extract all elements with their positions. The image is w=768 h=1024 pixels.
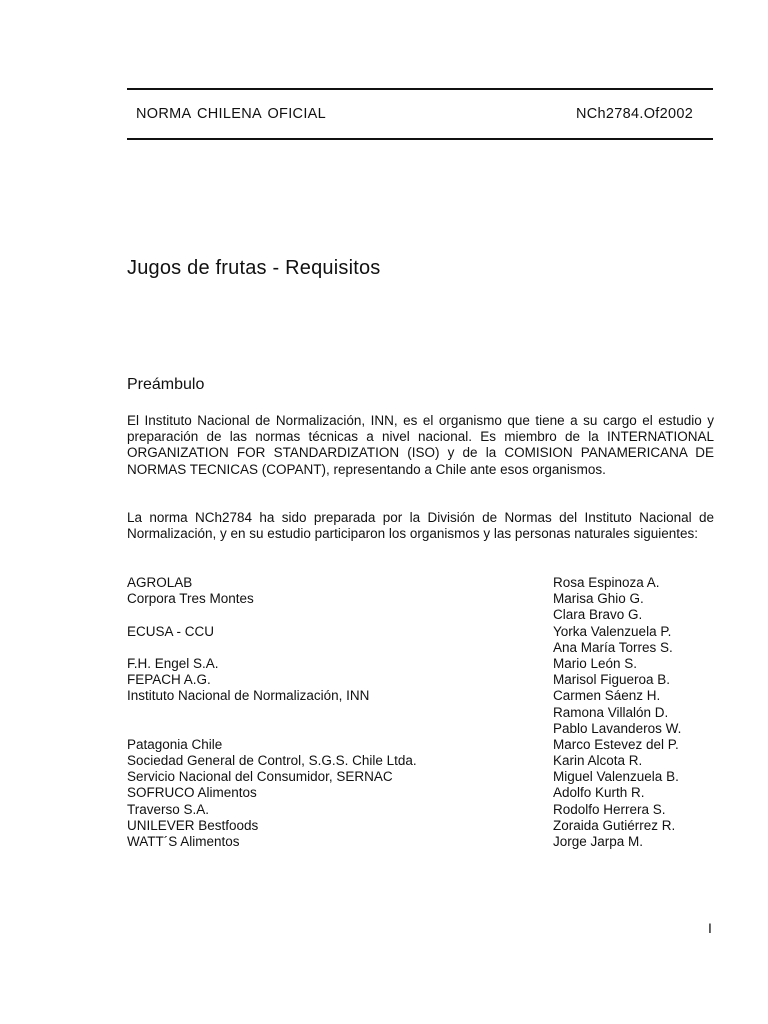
page-number: I bbox=[708, 920, 712, 936]
organization-item bbox=[127, 721, 417, 737]
people-list bbox=[553, 575, 681, 850]
person-item: Carmen Sáenz H. bbox=[553, 688, 661, 704]
header-bottom-rule bbox=[127, 138, 713, 140]
organization-item: UNILEVER Bestfoods bbox=[127, 817, 259, 833]
person-item: Yorka Valenzuela P. bbox=[553, 623, 672, 639]
organization-item: Servicio Nacional del Consumidor, SERNAC bbox=[127, 769, 393, 785]
organization-item bbox=[127, 640, 417, 656]
person-item: Marco Estevez del P. bbox=[553, 736, 679, 752]
person-item: Adolfo Kurth R. bbox=[553, 785, 645, 801]
organization-item: Sociedad General de Control, S.G.S. Chile Ltda. bbox=[127, 753, 417, 769]
header-top-rule bbox=[127, 88, 713, 90]
person-item: Ana María Torres S. bbox=[553, 639, 673, 655]
organization-item: Instituto Nacional de Normalización, INN bbox=[127, 688, 370, 704]
person-item: Mario León S. bbox=[553, 655, 638, 671]
section-heading-preambulo: Preámbulo bbox=[127, 376, 205, 393]
organization-item: Corpora Tres Montes bbox=[127, 591, 254, 607]
document-title: Jugos de frutas - Requisitos bbox=[127, 257, 381, 279]
header-norm-label: NORMA CHILENA OFICIAL bbox=[136, 106, 326, 122]
organization-item: F.H. Engel S.A. bbox=[127, 655, 219, 671]
person-item: Rodolfo Herrera S. bbox=[553, 801, 666, 817]
person-item: Rosa Espinoza A. bbox=[553, 575, 660, 590]
person-item: Zoraida Gutiérrez R. bbox=[553, 817, 676, 833]
preamble-paragraph-2: La norma NCh2784 ha sido preparada por la División de Normas del Instituto Nacional de Normalización, y en su estudio participaron los organismos y las personas naturales siguientes: bbox=[127, 510, 714, 542]
person-item: Ramona Villalón D. bbox=[553, 704, 669, 720]
organization-item bbox=[127, 607, 417, 623]
organization-item: ECUSA - CCU bbox=[127, 623, 215, 639]
person-item: Marisa Ghio G. bbox=[553, 591, 644, 607]
organizations-list bbox=[127, 575, 417, 850]
person-item: Marisol Figueroa B. bbox=[553, 672, 671, 688]
organization-item: SOFRUCO Alimentos bbox=[127, 785, 257, 801]
preamble-paragraph-1: El Instituto Nacional de Normalización, INN, es el organismo que tiene a su cargo el estudio y preparación de las normas técnicas a nivel nacional. Es miembro de la INTERNATIONAL ORGANIZATION FOR STANDARDIZATION (ISO) y de la COMISION PANAMERICANA DE NORMAS TECNICAS (COPANT), representando a Chile ante esos organismos. bbox=[127, 413, 714, 477]
person-item: Pablo Lavanderos W. bbox=[553, 720, 682, 736]
organization-item: FEPACH A.G. bbox=[127, 672, 211, 688]
organization-item: WATT´S Alimentos bbox=[127, 834, 240, 849]
person-item: Jorge Jarpa M. bbox=[553, 834, 644, 849]
header-norm-code: NCh2784.Of2002 bbox=[576, 106, 694, 122]
organization-item: AGROLAB bbox=[127, 575, 193, 590]
person-item: Clara Bravo G. bbox=[553, 607, 643, 623]
organization-item: Patagonia Chile bbox=[127, 736, 223, 752]
person-item: Karin Alcota R. bbox=[553, 753, 643, 769]
person-item: Miguel Valenzuela B. bbox=[553, 769, 679, 785]
organization-item: Traverso S.A. bbox=[127, 801, 210, 817]
organization-item bbox=[127, 705, 417, 721]
